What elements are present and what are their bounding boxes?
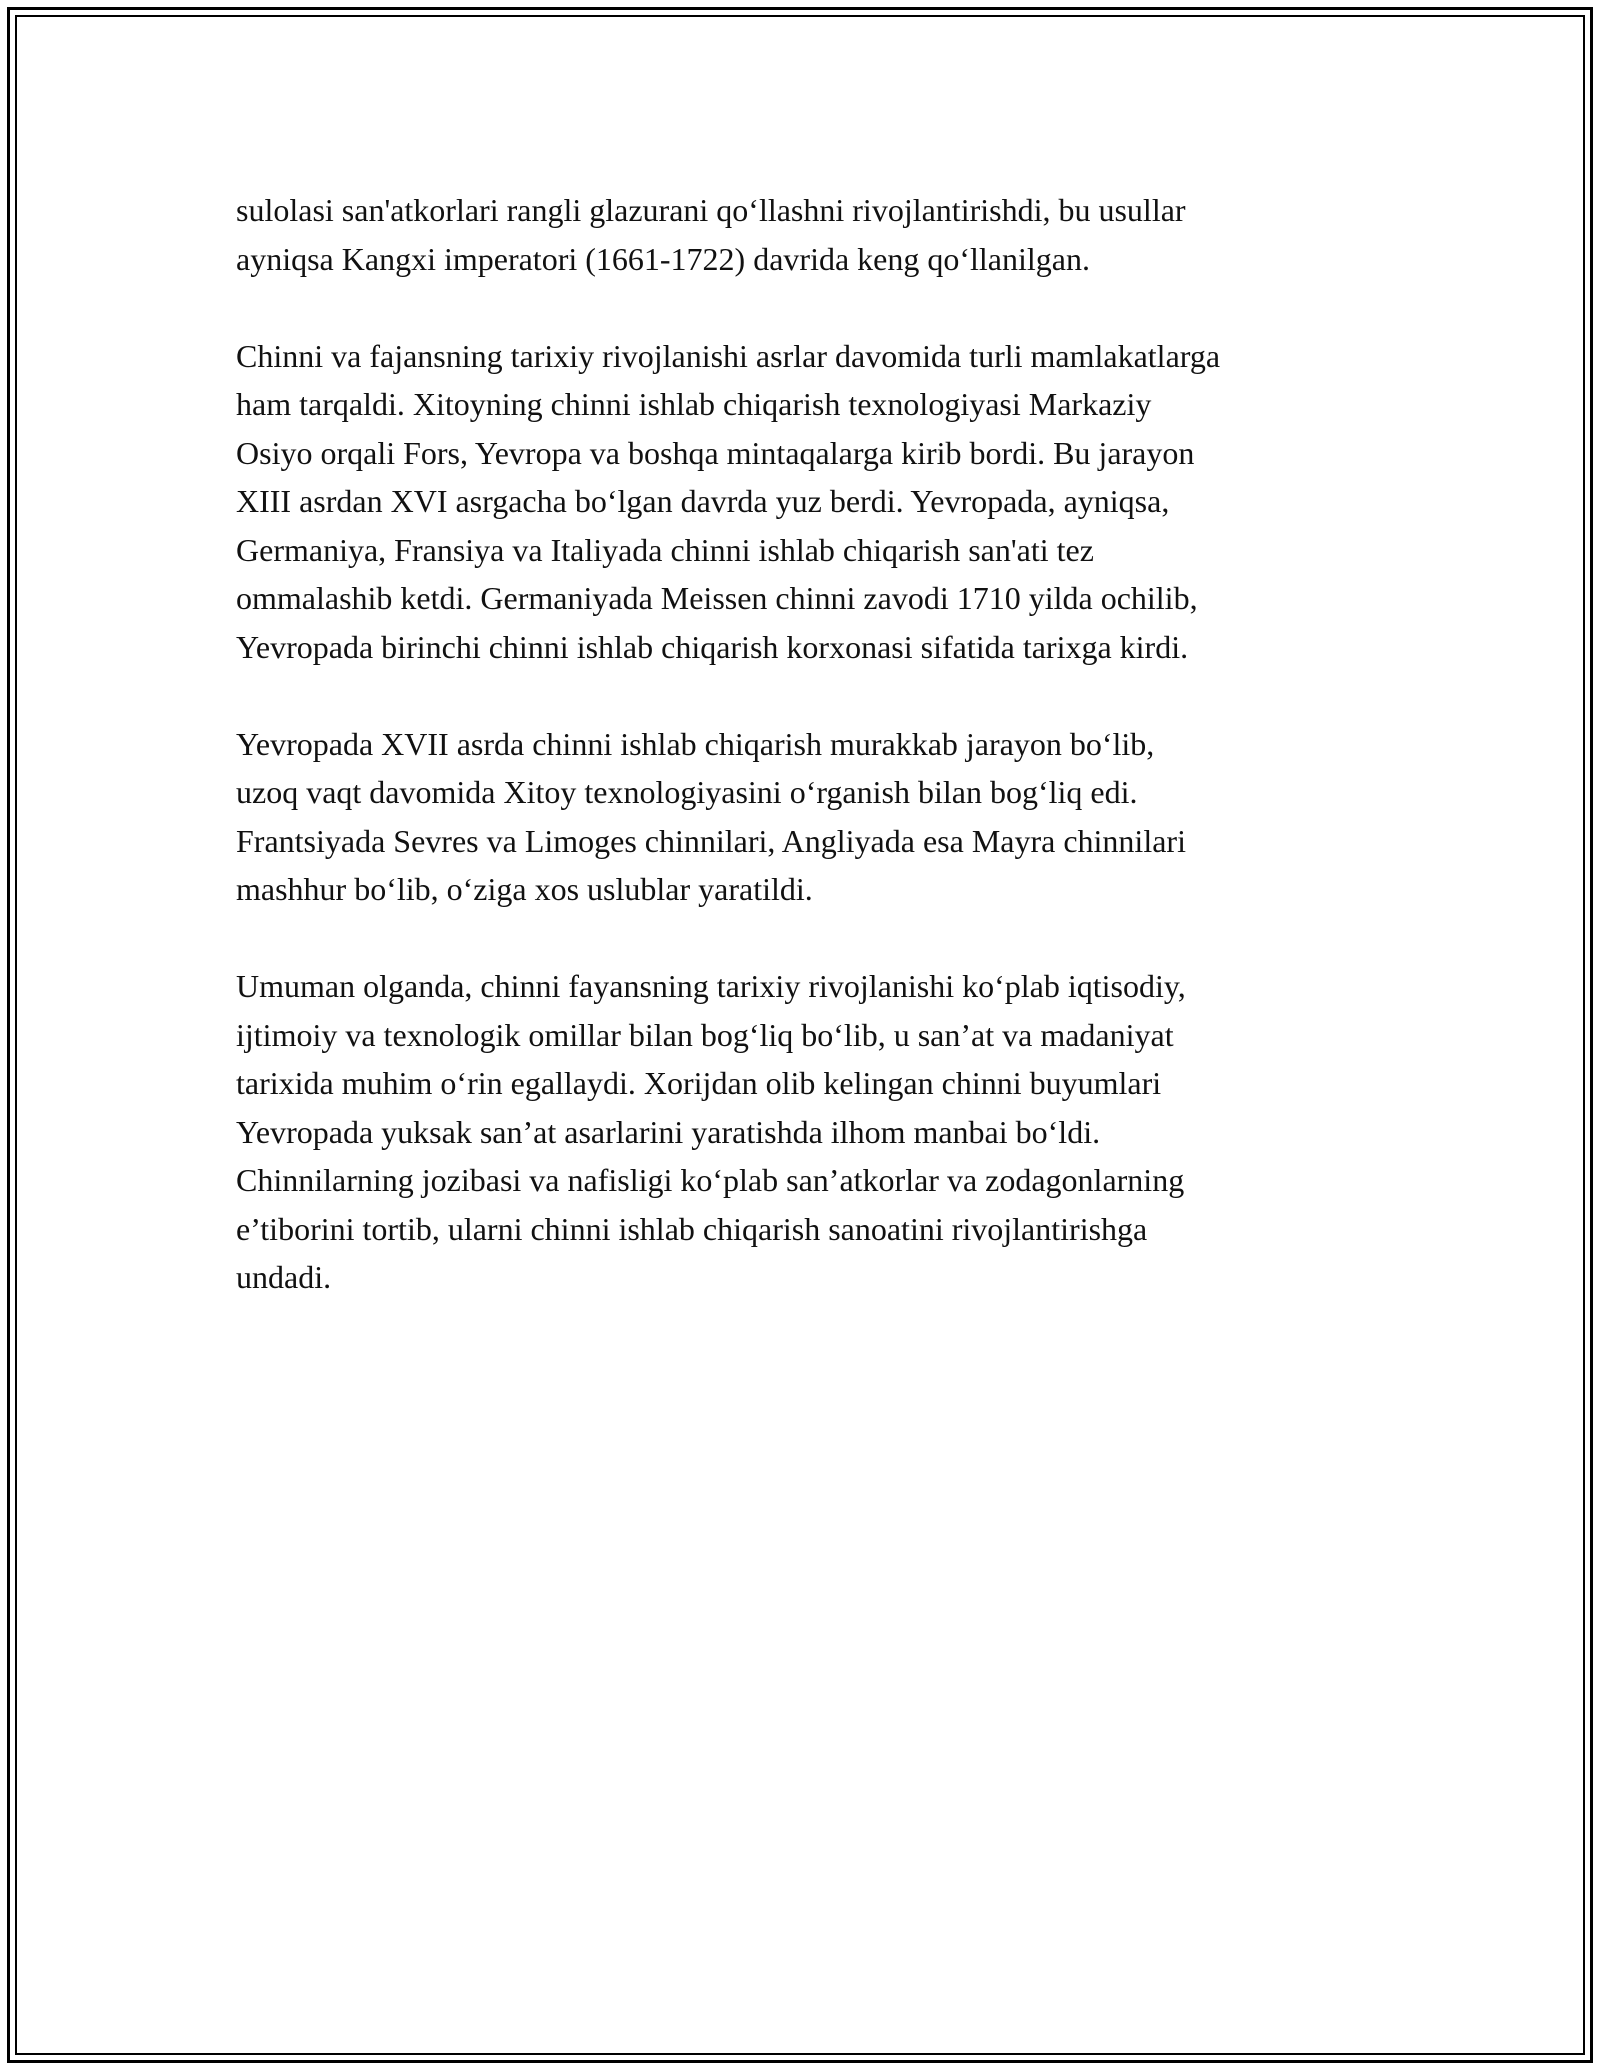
text-line: Yevropada XVII asrda chinni ishlab chiqarish murakkab jarayon bo‘lib, (236, 725, 1155, 762)
text-line: uzoq vaqt davomida Xitoy texnologiyasini o‘rganish bilan bog‘liq edi. (236, 774, 1138, 810)
text-line: sulolasi san'atkorlari rangli glazurani qo‘llashni rivojlantirishdi, bu usullar (236, 192, 1186, 228)
text-line: Yevropada birinchi chinni ishlab chiqarish korxonasi sifatida tarixga kirdi. (236, 628, 1189, 665)
text-line: XIII asrdan XVI asrgacha bo‘lgan davrda yuz berdi. Yevropada, ayniqsa, (236, 483, 1170, 519)
text-line: Yevropada yuksak san’at asarlarini yaratishda ilhom manbai bo‘ldi. (236, 1113, 1101, 1150)
paragraph-2 (236, 332, 1386, 672)
paragraph-1 (236, 186, 1386, 283)
text-line: Frantsiyada Sevres va Limoges chinnilari, Angliyada esa Mayra chinnilari (236, 822, 1186, 859)
text-line: undadi. (236, 1259, 332, 1295)
document-body (236, 186, 1386, 1350)
text-line: Chinni va fajansning tarixiy rivojlanishi asrlar davomida turli mamlakatlarga (236, 337, 1221, 374)
text-line: ham tarqaldi. Xitoyning chinni ishlab chiqarish texnologiyasi Markaziy (236, 386, 1152, 422)
text-line: ijtimoiy va texnologik omillar bilan bog‘liq bo‘lib, u san’at va madaniyat (236, 1016, 1174, 1053)
text-line: Osiyo orqali Fors, Yevropa va boshqa mintaqalarga kirib bordi. Bu jarayon (236, 434, 1195, 471)
text-line: e’tiborini tortib, ularni chinni ishlab chiqarish sanoatini rivojlantirishga (236, 1210, 1148, 1247)
text-line: Germaniya, Fransiya va Italiyada chinni ishlab chiqarish san'ati tez (236, 531, 1094, 568)
text-line: ayniqsa Kangxi imperatori (1661-1722) davrida keng qo‘llanilgan. (236, 240, 1090, 277)
paragraph-3 (236, 720, 1386, 914)
text-line: mashhur bo‘lib, o‘ziga xos uslublar yaratildi. (236, 871, 813, 907)
text-line: tarixida muhim o‘rin egallaydi. Xorijdan olib kelingan chinni buyumlari (236, 1065, 1162, 1101)
text-line: Chinnilarning jozibasi va nafisligi ko‘plab san’atkorlar va zodagonlarning (236, 1162, 1185, 1198)
text-line: ommalashib ketdi. Germaniyada Meissen chinni zavodi 1710 yilda ochilib, (236, 580, 1198, 616)
paragraph-4 (236, 962, 1386, 1302)
text-line: Umuman olganda, chinni fayansning tarixiy rivojlanishi ko‘plab iqtisodiy, (236, 968, 1186, 1004)
